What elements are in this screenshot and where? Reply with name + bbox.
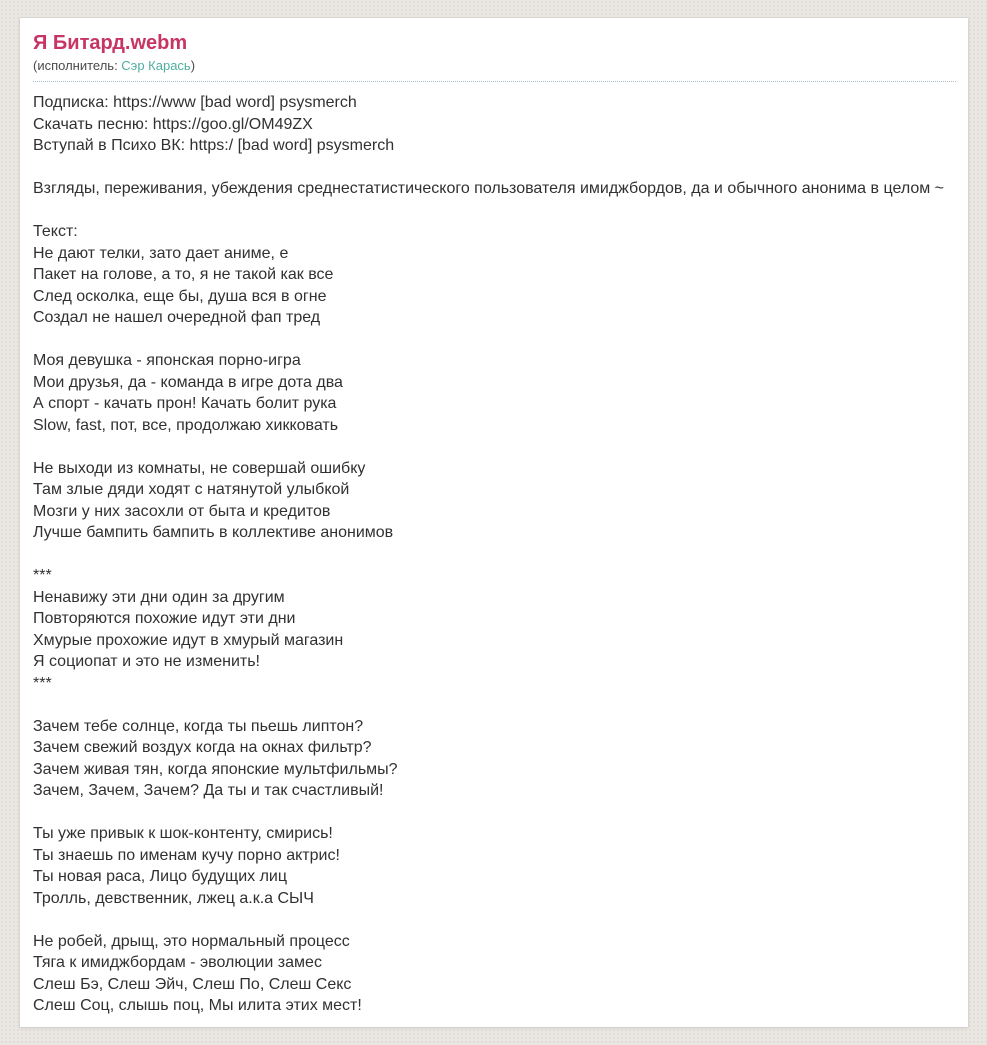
lyrics-line: Создал не нашел очередной фап тред (33, 309, 321, 326)
lyrics-line: Ты уже привык к шок-контенту, смирись! (33, 825, 333, 842)
lyrics-line: Ты новая раса, Лицо будущих лиц (33, 868, 288, 885)
lyrics-line (33, 200, 956, 222)
lyrics-line: След осколка, еще бы, душа вся в огне (33, 287, 327, 305)
lyrics-line: Slow, fast, пот, все, продолжаю хикковать (33, 416, 339, 434)
lyrics-line: Лучше бампить бампить в коллективе анонимов (33, 524, 394, 541)
lyrics-line: Тяга к имиджбордам - эволюции замес (33, 954, 322, 971)
lyrics-line: Мои друзья, да - команда в игре дота два (33, 373, 343, 391)
lyrics-line: Слеш Бэ, Слеш Эйч, Слеш По, Слеш Секс (33, 975, 352, 993)
lyrics-line (33, 436, 956, 458)
lyrics-line: Тролль, девственник, лжец а.к.а СЫЧ (33, 889, 314, 907)
lyrics-line: Зачем, Зачем, Зачем? Да ты и так счастливый! (33, 782, 384, 799)
lyrics-line: Хмурые прохожие идут в хмурый магазин (33, 631, 344, 649)
content-card (20, 18, 968, 1027)
lyrics-line: Зачем тебе солнце, когда ты пьешь липтон? (33, 717, 364, 735)
artist-link[interactable]: Сэр Карась (121, 58, 191, 73)
lyrics-line: Подписка: https://www [bad word] psysmerch (33, 94, 357, 111)
lyrics-line (33, 694, 956, 716)
lyrics-line: Текст: (33, 223, 78, 240)
lyrics-line: Мозги у них засохли от быта и кредитов (33, 502, 331, 520)
lyrics-line: Ненавижу эти дни один за другим (33, 588, 285, 606)
song-title: Я Битард.webm (33, 32, 188, 54)
lyrics-line: Моя девушка - японская порно-игра (33, 352, 301, 369)
lyrics-line: Скачать песню: https://goo.gl/OM49ZX (33, 115, 313, 133)
lyrics-line: Не дают телки, зато дает аниме, е (33, 244, 289, 262)
lyrics-line: *** (33, 674, 52, 692)
lyrics-line: Ты знаешь по именам кучу порно актрис! (33, 846, 340, 864)
lyrics-line: Слеш Соц, слышь поц, Мы илита этих мест! (33, 997, 362, 1014)
lyrics-line (33, 909, 956, 931)
lyrics-line: Там злые дяди ходят с натянутой улыбкой (33, 481, 350, 498)
lyrics-line: Зачем свежий воздух когда на окнах фильтр? (33, 739, 372, 756)
lyrics-line: Взгляды, переживания, убеждения среднестатистического пользователя имиджбордов, да и обычного анонима в целом ~ (33, 180, 945, 197)
lyrics-line: Не выходи из комнаты, не совершай ошибку (33, 459, 366, 477)
lyrics-line: Зачем живая тян, когда японские мультфильмы? (33, 760, 398, 778)
lyrics-text (33, 92, 956, 1017)
lyrics-line: Не робей, дрыщ, это нормальный процесс (33, 932, 350, 950)
artist-label-suffix: ) (190, 58, 196, 73)
artist-label: (исполнитель: (33, 58, 122, 73)
lyrics-line: Пакет на голове, а то, я не такой как все (33, 266, 334, 283)
lyrics-line (33, 157, 956, 179)
lyrics-line (33, 544, 956, 566)
lyrics-line (33, 329, 956, 351)
lyrics-line (33, 802, 956, 824)
lyrics-line: Вступай в Психо ВК: https:/ [bad word] psysmerch (33, 137, 395, 154)
lyrics-line: А спорт - качать прон! Качать болит рука (33, 395, 337, 412)
lyrics-line: *** (33, 567, 52, 584)
artist-line (33, 58, 956, 82)
lyrics-line: Я социопат и это не изменить! (33, 653, 260, 670)
lyrics-line: Повторяются похожие идут эти дни (33, 610, 296, 627)
